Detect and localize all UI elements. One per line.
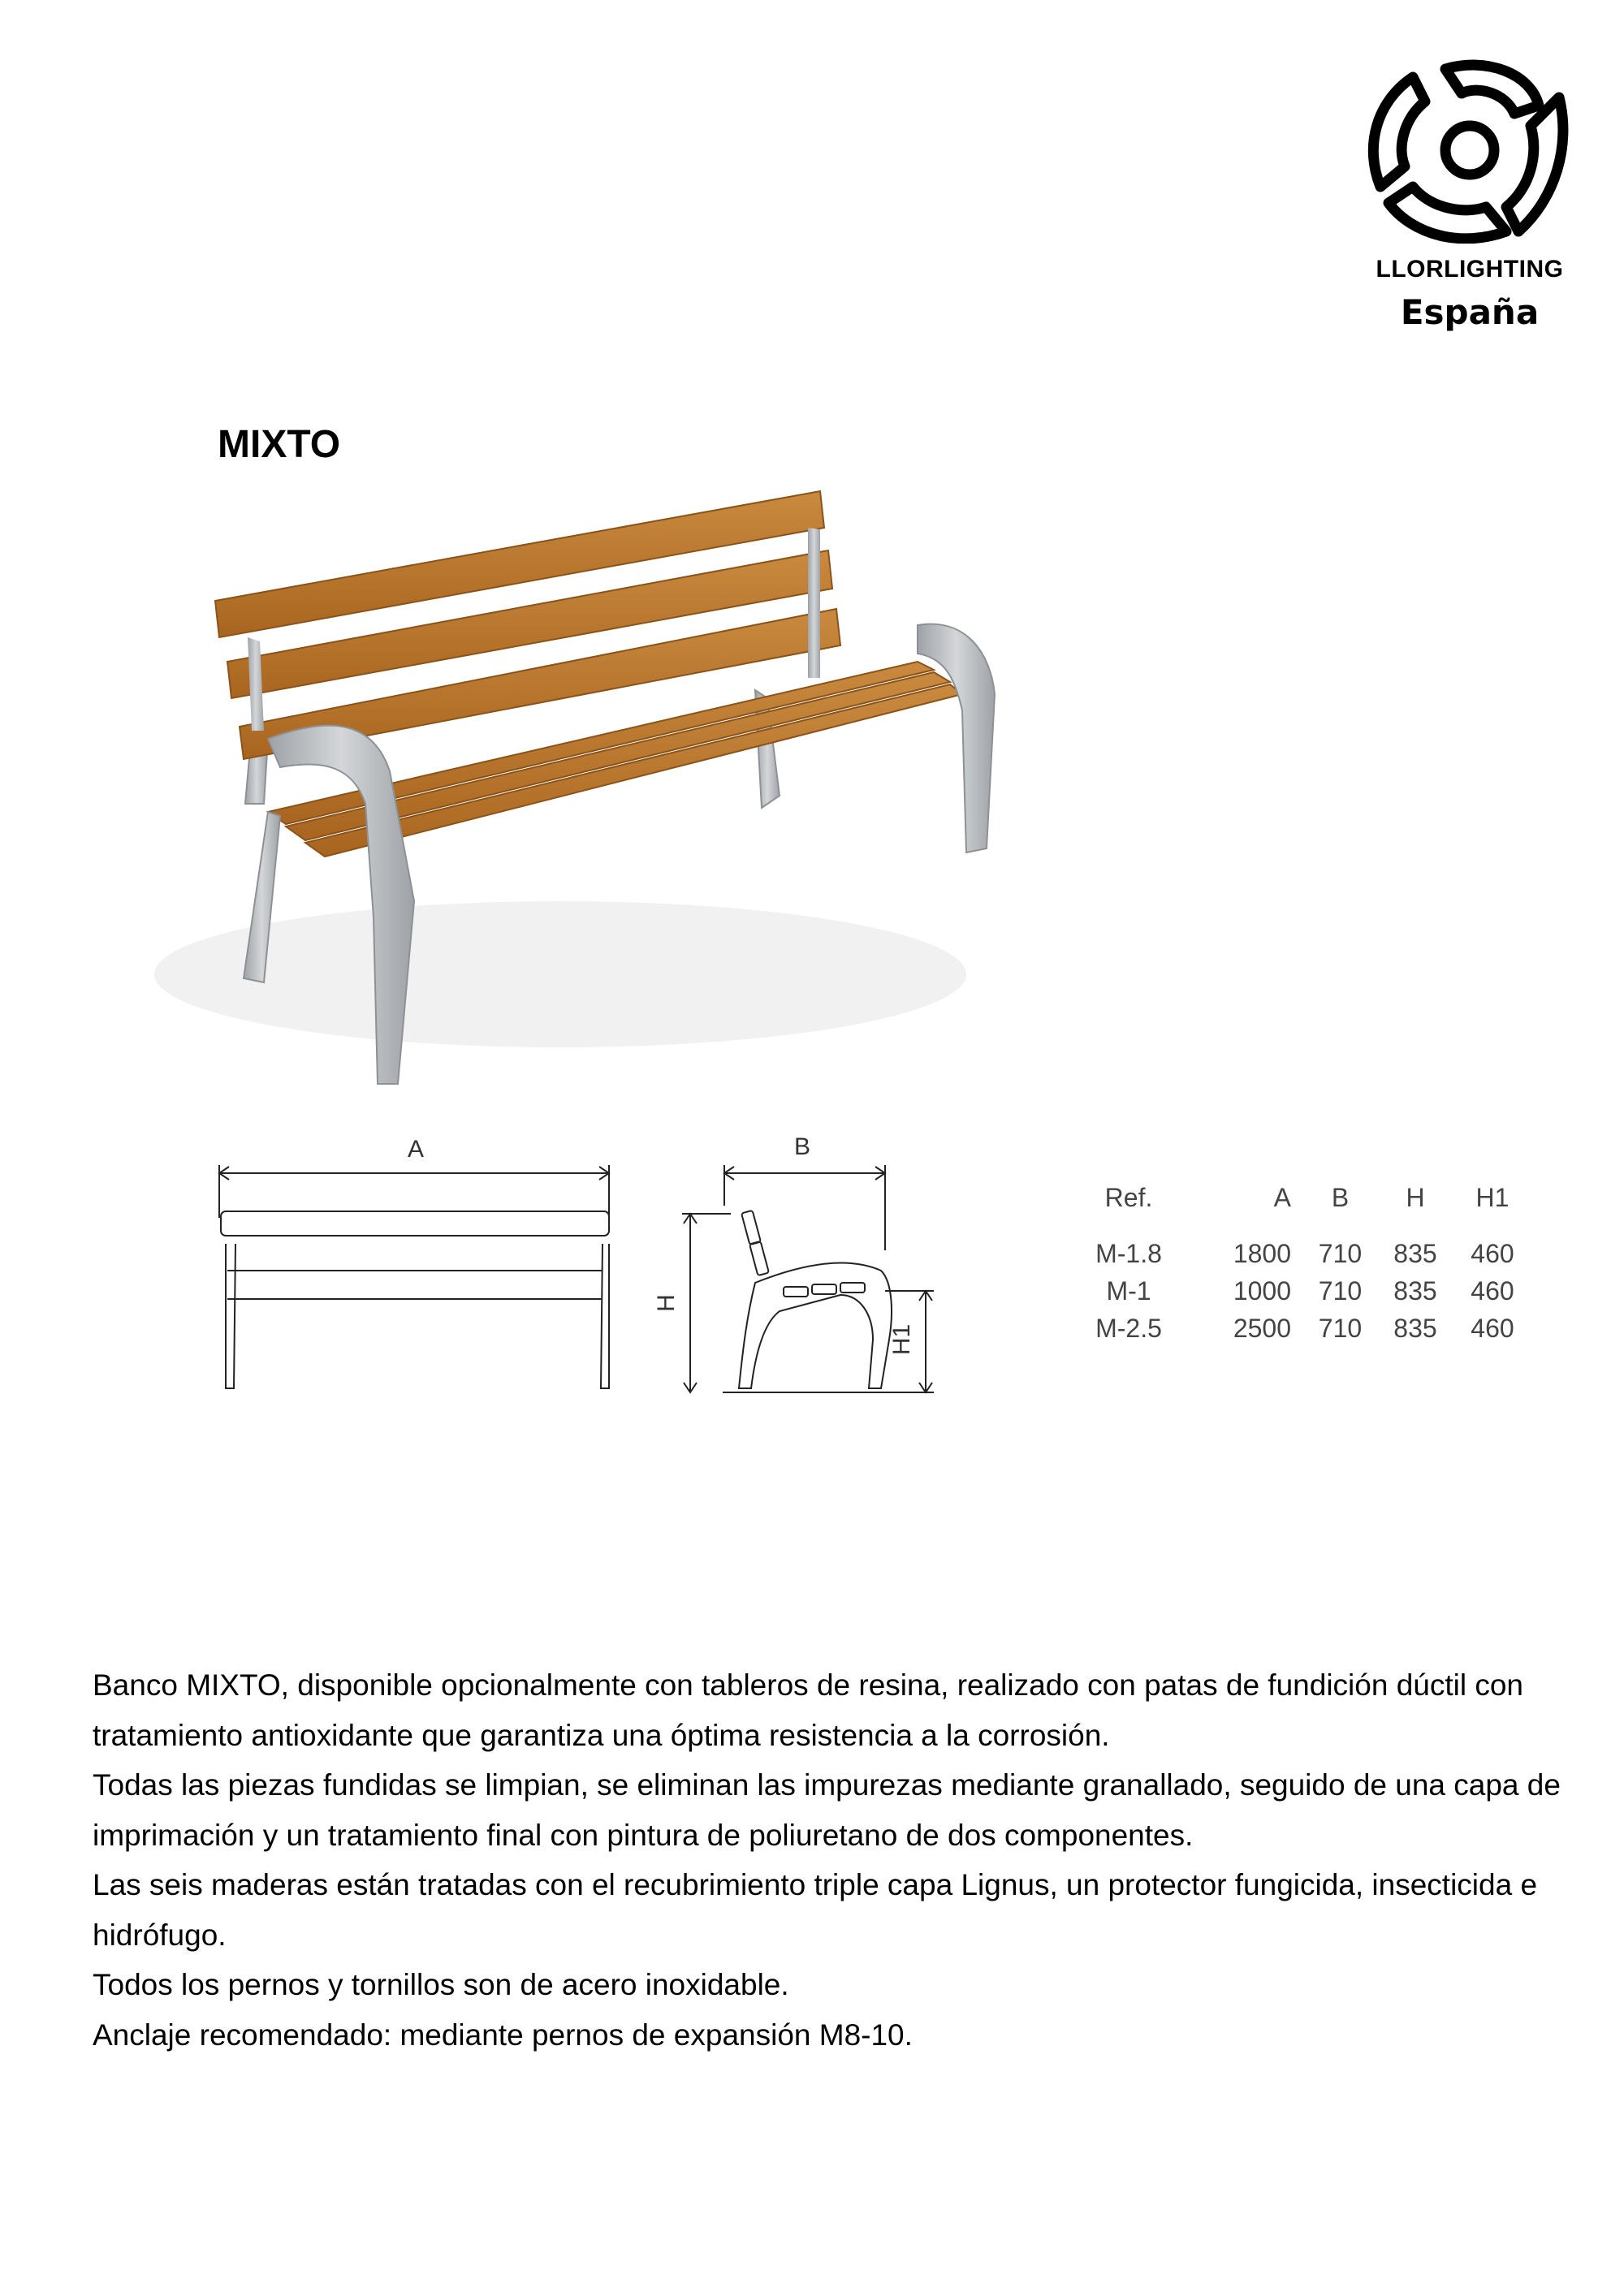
dim-b-label: B <box>793 1133 811 1160</box>
dim-a-label: A <box>407 1136 425 1163</box>
cell-a: 1000 <box>1233 1275 1291 1306</box>
description-paragraph: Las seis maderas están tratadas con el recubrimiento triple capa Lignus, un protector fungicida, insecticida e hidrófugo. <box>93 1868 1538 1952</box>
cell-ref: M-1 <box>1106 1275 1151 1306</box>
product-title: MIXTO <box>218 423 341 466</box>
cell-h: 835 <box>1393 1275 1437 1306</box>
description-paragraph: Banco MIXTO, disponible opcionalmente con tableros de resina, realizado con patas de fundición dúctil con tratamiento antioxidante que garantiza una óptima resistencia a la corrosión. <box>93 1668 1523 1752</box>
bench-illustration <box>106 479 1015 1096</box>
col-h1-header: H1 <box>1475 1182 1510 1212</box>
table-header-row <box>1072 1181 1529 1235</box>
cell-h1: 460 <box>1471 1238 1514 1268</box>
front-view-drawing <box>203 1129 633 1405</box>
cell-h: 835 <box>1393 1238 1437 1268</box>
brand-name: LLORLIGHTING <box>1376 256 1564 283</box>
brand-region: España <box>1400 292 1540 332</box>
cell-a: 2500 <box>1233 1313 1291 1343</box>
table-row <box>1072 1310 1529 1347</box>
cell-b: 710 <box>1318 1313 1363 1343</box>
description-paragraph: Anclaje recomendado: mediante pernos de expansión M8-10. <box>93 2018 913 2052</box>
dim-h-label: H <box>653 1294 680 1312</box>
col-a-header: A <box>1273 1182 1291 1212</box>
dimensions-table <box>1072 1181 1529 1347</box>
brand-logo-icon <box>1364 57 1575 244</box>
table-row <box>1072 1235 1529 1272</box>
cell-b: 710 <box>1318 1275 1363 1306</box>
cell-b: 710 <box>1318 1238 1363 1268</box>
description-paragraph: Todas las piezas fundidas se limpian, se eliminan las impurezas mediante granallado, seguido de una capa de imprimación y un tratamiento final con pintura de poliuretano de dos componentes. <box>93 1768 1561 1852</box>
col-ref-header: Ref. <box>1104 1182 1153 1212</box>
cell-ref: M-1.8 <box>1095 1238 1162 1268</box>
description-paragraph: Todos los pernos y tornillos son de acero inoxidable. <box>93 1968 789 2001</box>
col-b-header: B <box>1331 1182 1350 1212</box>
cell-h: 835 <box>1393 1313 1437 1343</box>
cell-h1: 460 <box>1471 1313 1514 1343</box>
side-view-drawing <box>650 1129 958 1405</box>
table-row <box>1072 1272 1529 1310</box>
cell-a: 1800 <box>1233 1238 1291 1268</box>
cell-ref: M-2.5 <box>1095 1313 1162 1343</box>
cell-h1: 460 <box>1471 1275 1514 1306</box>
col-h-header: H <box>1406 1182 1425 1212</box>
product-description <box>93 1660 1570 2060</box>
dim-h1-label: H1 <box>888 1323 915 1356</box>
